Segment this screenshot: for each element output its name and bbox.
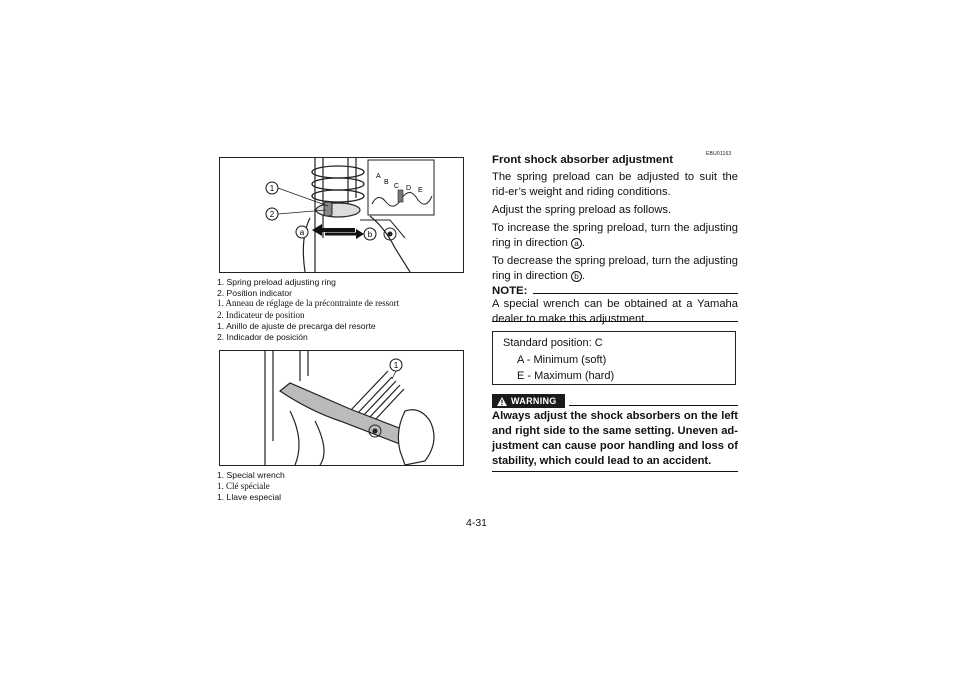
callout-a: a	[299, 228, 305, 237]
caption-en-1: 1. Special wrench	[217, 470, 285, 480]
warning-badge	[492, 394, 565, 408]
preload-ring-illustration	[220, 158, 463, 272]
standard-position-min: A - Minimum (soft)	[517, 354, 607, 366]
warning-end-rule	[492, 471, 738, 472]
paragraph-4-period: .	[581, 270, 586, 282]
section-body	[492, 170, 738, 287]
scale-letter-e: E	[418, 187, 423, 194]
caption-es-1: 1. Anillo de ajuste de precarga del resorte	[217, 320, 376, 331]
callout-1: 1	[269, 184, 275, 193]
warning-text: Always adjust the shock absorbers on the left and right side to the same setting. Uneven ad-justment can cause poor handling and loss of stability, which could lead to an accident.	[492, 410, 738, 467]
note-text: A special wrench can be obtained at a Yamaha dealer to make this adjustment.	[492, 298, 738, 325]
paragraph-3-period: .	[581, 237, 586, 249]
paragraph-1: The spring preload can be adjusted to suit the rid-er’s weight and riding conditions.	[492, 171, 738, 198]
section-heading: Front shock absorber adjustment	[492, 154, 674, 166]
standard-position-max: E - Maximum (hard)	[517, 370, 615, 382]
warning-label: WARNING	[511, 396, 557, 406]
section-code: EBU01163	[706, 151, 732, 157]
scale-letter-d: D	[406, 185, 412, 192]
note-rule	[533, 293, 738, 294]
caption-es-1: 1. Llave especial	[217, 491, 282, 502]
paragraph-3-text: To increase the spring preload, turn the adjusting ring in direction	[492, 222, 738, 249]
figure-special-wrench	[219, 350, 464, 466]
paragraph-4	[492, 254, 738, 284]
standard-position-title: Standard position: C	[503, 337, 603, 349]
callout-b: b	[367, 230, 373, 239]
scale-letter-b: B	[384, 179, 389, 186]
paragraph-4-text: To decrease the spring preload, turn the adjusting ring in direction	[492, 255, 738, 282]
direction-b-mark: b	[571, 271, 582, 282]
warning-triangle-icon	[497, 397, 507, 406]
caption-en-1: 1. Spring preload adjusting ring	[217, 277, 336, 287]
figure-preload-ring	[219, 157, 464, 273]
note-end-rule	[492, 321, 738, 322]
warning-rule	[569, 405, 738, 406]
figure1-captions	[217, 277, 399, 342]
paragraph-2: Adjust the spring preload as follows.	[492, 204, 672, 216]
callout-2: 2	[269, 210, 275, 219]
note-header	[492, 285, 738, 297]
note-label: NOTE:	[492, 285, 528, 297]
callout-1: 1	[393, 361, 399, 370]
standard-position-box	[492, 331, 736, 385]
caption-es-2: 2. Indicador de posición	[217, 331, 308, 342]
caption-en-2: 2. Position indicator	[217, 287, 292, 298]
figure2-captions	[217, 470, 285, 503]
warning-header	[492, 394, 738, 408]
paragraph-3	[492, 221, 738, 251]
page-number: 4-31	[466, 517, 488, 529]
caption-fr-2: 2. Indicateur de position	[217, 309, 305, 320]
caption-fr-1: 1. Clé spéciale	[217, 480, 270, 491]
direction-a-mark: a	[571, 238, 582, 249]
special-wrench-illustration	[220, 351, 463, 465]
scale-letter-c: C	[394, 183, 400, 190]
scale-letter-a: A	[376, 173, 381, 180]
caption-fr-1: 1. Anneau de réglage de la précontrainte de ressort	[217, 298, 400, 309]
